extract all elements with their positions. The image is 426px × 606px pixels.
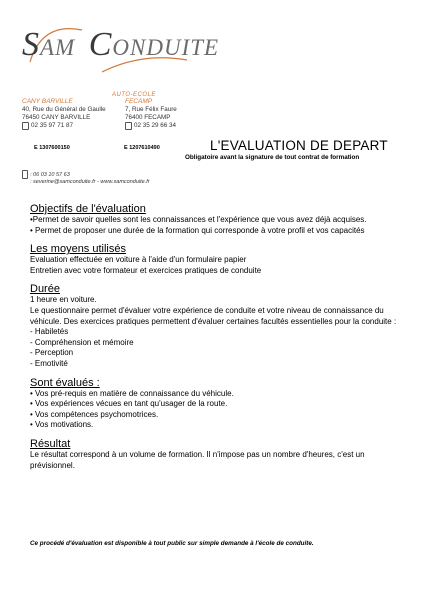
section-line: • Vos pré-requis en matière de connaissance du véhicule. (30, 388, 234, 398)
office-city: FECAMP (125, 98, 153, 105)
telephone-icon (22, 122, 29, 130)
footer-note: Ce procédé d'évaluation est disponible à tout public sur simple demande à l'école de conduite. (30, 540, 314, 547)
section-line: • Vos expériences vécues en tant qu'usager de la route. (30, 399, 228, 409)
section-heading: Durée (30, 283, 60, 296)
mobile-phone-icon (22, 170, 28, 179)
section-line: Entretien avec votre formateur et exercices pratiques de conduite (30, 265, 262, 275)
logo-tagline: AUTO-ECOLE (112, 92, 156, 98)
document-body (30, 203, 405, 478)
office-postal: 76450 CANY BARVILLE (22, 114, 91, 121)
telephone-icon (125, 122, 132, 130)
section-heading: Objectifs de l'évaluation (30, 203, 146, 215)
section-line: 1 heure en voiture. (30, 295, 97, 305)
office-street: 40, Rue du Général de Gaulle (22, 106, 106, 113)
office-postal: 76400 FECAMP (125, 114, 171, 121)
email-web-line: : severine@samconduite.fr - www.samconduite.fr (30, 179, 150, 185)
section-line: • Vos motivations. (30, 420, 94, 430)
section-line: • Permet de proposer une durée de la formation qui corresponde à votre profil et vos capacités (30, 225, 365, 235)
section-objectifs (30, 203, 405, 236)
office-city: CANY BARVILLE (22, 98, 73, 105)
mobile-line: : 06 03 10 57 63 (22, 170, 150, 179)
agrement-number: E 1207610490 (124, 145, 160, 151)
section-resultat (30, 438, 405, 471)
section-line: - Emotivité (30, 358, 68, 368)
page-subtitle: Obligatoire avant la signature de tout contrat de formation (185, 154, 360, 161)
company-logo (22, 12, 220, 104)
section-heading: Résultat (30, 437, 71, 450)
section-line: - Perception (30, 348, 74, 358)
section-line: •Permet de savoir quelles sont les connaissances et l'expérience que vous avez déjà acquises. (30, 215, 367, 224)
office-phone: 02 35 97 71 87 (22, 122, 122, 130)
office-fecamp (125, 98, 215, 130)
section-line: Evaluation effectuée en voiture à l'aide d'un formulaire papier (30, 255, 247, 265)
agrement-number: E 1307600150 (34, 145, 70, 151)
section-line: Le résultat correspond à un volume de formation. Il n'impose pas un nombre d'heures, c'est un prévisionnel. (30, 449, 365, 470)
section-heading: Les moyens utilisés (30, 243, 126, 256)
office-phone: 02 35 29 66 34 (125, 122, 215, 130)
contact-block (22, 170, 150, 186)
office-cany (22, 98, 122, 130)
logo-text: SAM CONDUITE (22, 26, 220, 63)
page-title: L'EVALUATION DE DEPART (210, 138, 388, 153)
section-line: - Compréhension et mémoire (30, 337, 134, 347)
section-heading: Sont évalués : (30, 376, 100, 389)
section-line: - Habiletés (30, 327, 69, 337)
section-line: • Vos compétences psychomotrices. (30, 409, 159, 419)
section-duree (30, 283, 405, 369)
office-street: 7, Rue Félix Faure (125, 106, 177, 113)
section-line: Le questionnaire permet d'évaluer votre expérience de conduite et votre niveau de connaissance du véhicule. Des exercices pratiques permettent d'évaluer certaines facultés essentielles pour la conduite : (30, 305, 397, 326)
section-evalues (30, 377, 405, 431)
section-moyens (30, 243, 405, 276)
